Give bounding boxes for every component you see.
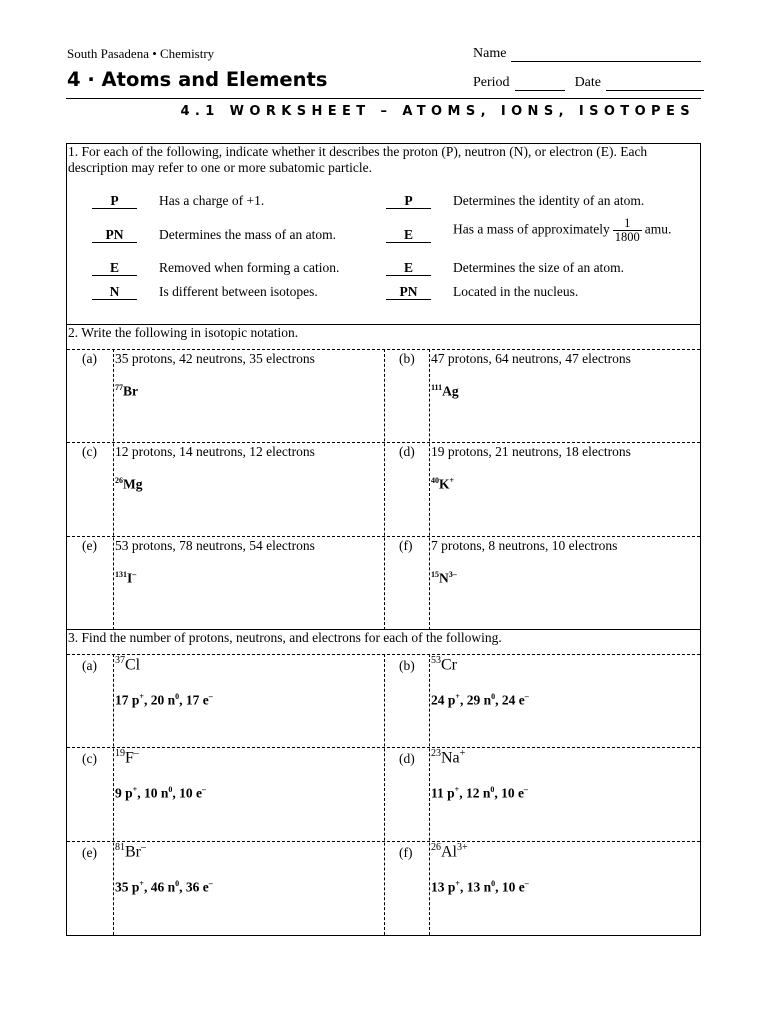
- isotope-symbol: [431, 842, 468, 861]
- mass-number: 81: [115, 842, 125, 853]
- item-label: (b): [399, 351, 415, 366]
- mass-number: 26: [431, 842, 441, 853]
- question-2: [67, 325, 700, 630]
- mass-number: 131: [115, 570, 127, 579]
- proton-count: 9: [115, 785, 122, 801]
- q2-item-answer[interactable]: [115, 476, 143, 493]
- proton-count: 17: [115, 692, 129, 708]
- fraction-numerator: 1: [624, 216, 631, 230]
- dashed-divider: [384, 349, 385, 630]
- q1-answer[interactable]: PN: [92, 227, 137, 243]
- q1-description: [453, 217, 671, 244]
- electron-sup: –: [201, 785, 206, 794]
- q2-prompt: 2. Write the following in isotopic notation.: [68, 325, 299, 340]
- element-symbol: F: [125, 749, 134, 767]
- ion-charge: +: [459, 748, 466, 759]
- name-blank[interactable]: [511, 48, 701, 62]
- proton-count: 13: [431, 879, 445, 895]
- q3-item-answer[interactable]: 35 p+, 46 $n^0$, 36 e–: [115, 879, 213, 895]
- mass-number: 23: [431, 748, 441, 759]
- ion-charge: +: [449, 476, 455, 485]
- q2-item-answer[interactable]: [431, 383, 459, 400]
- proton-sup: +: [132, 785, 138, 794]
- dashed-divider: [384, 654, 385, 935]
- q2-item-answer[interactable]: [115, 383, 138, 400]
- isotope-symbol: [431, 748, 465, 767]
- ion-charge: –: [132, 570, 137, 579]
- electron-sup: –: [524, 879, 529, 888]
- mass-number: 19: [115, 748, 125, 759]
- electron-count: 10: [501, 785, 515, 801]
- q2-item-answer[interactable]: [431, 476, 454, 493]
- neutron-count: 10: [143, 785, 158, 801]
- q1-description: Removed when forming a cation.: [159, 260, 340, 275]
- item-label: (c): [82, 751, 97, 766]
- q1-description: Located in the nucleus.: [453, 284, 579, 299]
- element-symbol: Al: [441, 843, 457, 861]
- item-label: (e): [82, 538, 97, 553]
- electron-count: 24: [501, 692, 516, 708]
- element-symbol: I: [127, 570, 133, 586]
- mass-number: 26: [115, 476, 123, 485]
- q3-item-answer[interactable]: 17 p+, 20 $n^0$, 17 e–: [115, 692, 213, 708]
- header-rule: [66, 98, 701, 99]
- item-label: (c): [82, 444, 97, 459]
- q1-prompt: 1. For each of the following, indicate whether it describes the proton (P), neutron (N), or electron (E). Each description may refer to one or more subatomic particle.: [68, 144, 648, 175]
- electron-sup: –: [208, 879, 213, 888]
- isotope-symbol: [115, 748, 139, 767]
- unit-title: 4 · Atoms and Elements: [67, 68, 328, 91]
- q2-item-prompt: 47 protons, 64 neutrons, 47 electrons: [431, 351, 631, 366]
- q1-text-before: Has a mass of approximately: [453, 221, 610, 237]
- ion-charge: 3+: [457, 842, 468, 853]
- electron-sup: –: [523, 785, 528, 794]
- q1-answer[interactable]: E: [92, 260, 137, 276]
- q2-item-answer[interactable]: [431, 570, 457, 587]
- name-label: Name: [473, 46, 507, 61]
- proton-sup: +: [455, 879, 460, 888]
- element-symbol: K: [439, 476, 450, 492]
- q1-answer[interactable]: PN: [386, 284, 431, 300]
- period-label: Period: [473, 75, 510, 90]
- element-symbol: Br: [125, 843, 141, 861]
- mass-number: 15: [431, 570, 439, 579]
- proton-count: 24: [431, 692, 445, 708]
- q3-prompt: 3. Find the number of protons, neutrons, and electrons for each of the following.: [68, 630, 502, 645]
- ion-charge: 3–: [448, 570, 457, 579]
- worksheet-box: [66, 143, 701, 936]
- element-symbol: Na: [441, 749, 460, 767]
- element-symbol: Br: [123, 383, 138, 399]
- q1-answer[interactable]: N: [92, 284, 137, 300]
- dashed-divider: [113, 654, 114, 935]
- electron-count: 17: [185, 692, 200, 708]
- electron-count: 36: [185, 879, 200, 895]
- element-symbol: Ag: [442, 383, 459, 399]
- school-name: South Pasadena • Chemistry: [67, 46, 215, 61]
- q1-description: Determines the identity of an atom.: [453, 193, 645, 208]
- isotope-symbol: [431, 655, 457, 674]
- mass-number: 77: [115, 383, 123, 392]
- q2-item-prompt: 12 protons, 14 neutrons, 12 electrons: [115, 444, 315, 459]
- ion-charge: –: [133, 748, 139, 759]
- isotope-symbol: [115, 655, 140, 674]
- ion-charge: –: [141, 842, 146, 853]
- fraction-denominator: 1800: [614, 230, 640, 244]
- item-label: (f): [399, 845, 413, 860]
- q1-description: Determines the mass of an atom.: [159, 227, 336, 242]
- fraction: [613, 217, 642, 244]
- dashed-divider: [429, 349, 430, 630]
- neutron-count: 46: [150, 879, 165, 895]
- element-symbol: N: [439, 570, 449, 586]
- dashed-divider: [113, 349, 114, 630]
- q1-answer[interactable]: P: [386, 193, 431, 209]
- neutron-sup: 0: [490, 785, 495, 794]
- proton-sup: +: [139, 879, 144, 888]
- proton-sup: +: [454, 785, 460, 794]
- element-symbol: Cl: [125, 656, 141, 674]
- q1-answer[interactable]: P: [92, 193, 137, 209]
- element-symbol: Cr: [441, 656, 457, 674]
- item-label: (d): [399, 751, 415, 766]
- q3-item-answer[interactable]: 13 p+, 13 $n^0$, 10 e–: [431, 879, 529, 895]
- q1-answer[interactable]: E: [386, 260, 431, 276]
- q2-item-answer[interactable]: [115, 570, 136, 587]
- question-1: [67, 144, 700, 325]
- q1-description: Is different between isotopes.: [159, 284, 318, 299]
- mass-number: 40: [431, 476, 439, 485]
- neutron-count: 13: [466, 879, 481, 895]
- neutron-count: 29: [466, 692, 481, 708]
- name-field: [473, 46, 701, 62]
- date-label: Date: [574, 75, 601, 90]
- worksheet-title: 4.1 WORKSHEET – ATOMS, IONS, ISOTOPES: [180, 104, 695, 119]
- q1-description: Determines the size of an atom.: [453, 260, 624, 275]
- mass-number: 37: [115, 655, 125, 666]
- isotope-symbol: [115, 842, 146, 861]
- electron-sup: –: [524, 692, 529, 701]
- proton-sup: +: [139, 692, 144, 701]
- q1-text-after: amu.: [644, 221, 672, 237]
- question-3: [67, 630, 700, 935]
- proton-count: 11: [431, 785, 444, 801]
- element-symbol: Mg: [123, 476, 143, 492]
- date-blank[interactable]: [606, 77, 704, 91]
- item-label: (a): [82, 351, 97, 366]
- q2-item-prompt: 35 protons, 42 neutrons, 35 electrons: [115, 351, 315, 366]
- neutron-sup: 0: [491, 879, 496, 888]
- item-label: (e): [82, 845, 97, 860]
- mass-number: 53: [431, 655, 441, 666]
- q2-item-prompt: 7 protons, 8 neutrons, 10 electrons: [431, 538, 618, 553]
- neutron-count: 12: [465, 785, 480, 801]
- q3-item-answer[interactable]: 11 p+, 12 $n^0$, 10 e–: [431, 785, 528, 801]
- q3-item-answer[interactable]: 9 p+, 10 $n^0$, 10 e–: [115, 785, 206, 801]
- neutron-sup: 0: [168, 785, 173, 794]
- dashed-divider: [429, 654, 430, 935]
- neutron-count: 20: [150, 692, 165, 708]
- q2-item-prompt: 53 protons, 78 neutrons, 54 electrons: [115, 538, 315, 553]
- proton-count: 35: [115, 879, 129, 895]
- q1-description: Has a charge of +1.: [159, 193, 265, 208]
- electron-count: 10: [501, 879, 516, 895]
- neutron-sup: 0: [175, 879, 180, 888]
- item-label: (f): [399, 538, 413, 553]
- item-label: (a): [82, 658, 97, 673]
- q1-answer[interactable]: E: [386, 227, 431, 243]
- q2-item-prompt: 19 protons, 21 neutrons, 18 electrons: [431, 444, 631, 459]
- electron-count: 10: [179, 785, 193, 801]
- q3-item-answer[interactable]: 24 p+, 29 $n^0$, 24 e–: [431, 692, 529, 708]
- neutron-sup: 0: [491, 692, 496, 701]
- electron-sup: –: [208, 692, 213, 701]
- proton-sup: +: [455, 692, 460, 701]
- period-date-field: [473, 75, 704, 91]
- item-label: (d): [399, 444, 415, 459]
- neutron-sup: 0: [175, 692, 180, 701]
- mass-number: 111: [431, 383, 443, 392]
- item-label: (b): [399, 658, 415, 673]
- period-blank[interactable]: [515, 77, 565, 91]
